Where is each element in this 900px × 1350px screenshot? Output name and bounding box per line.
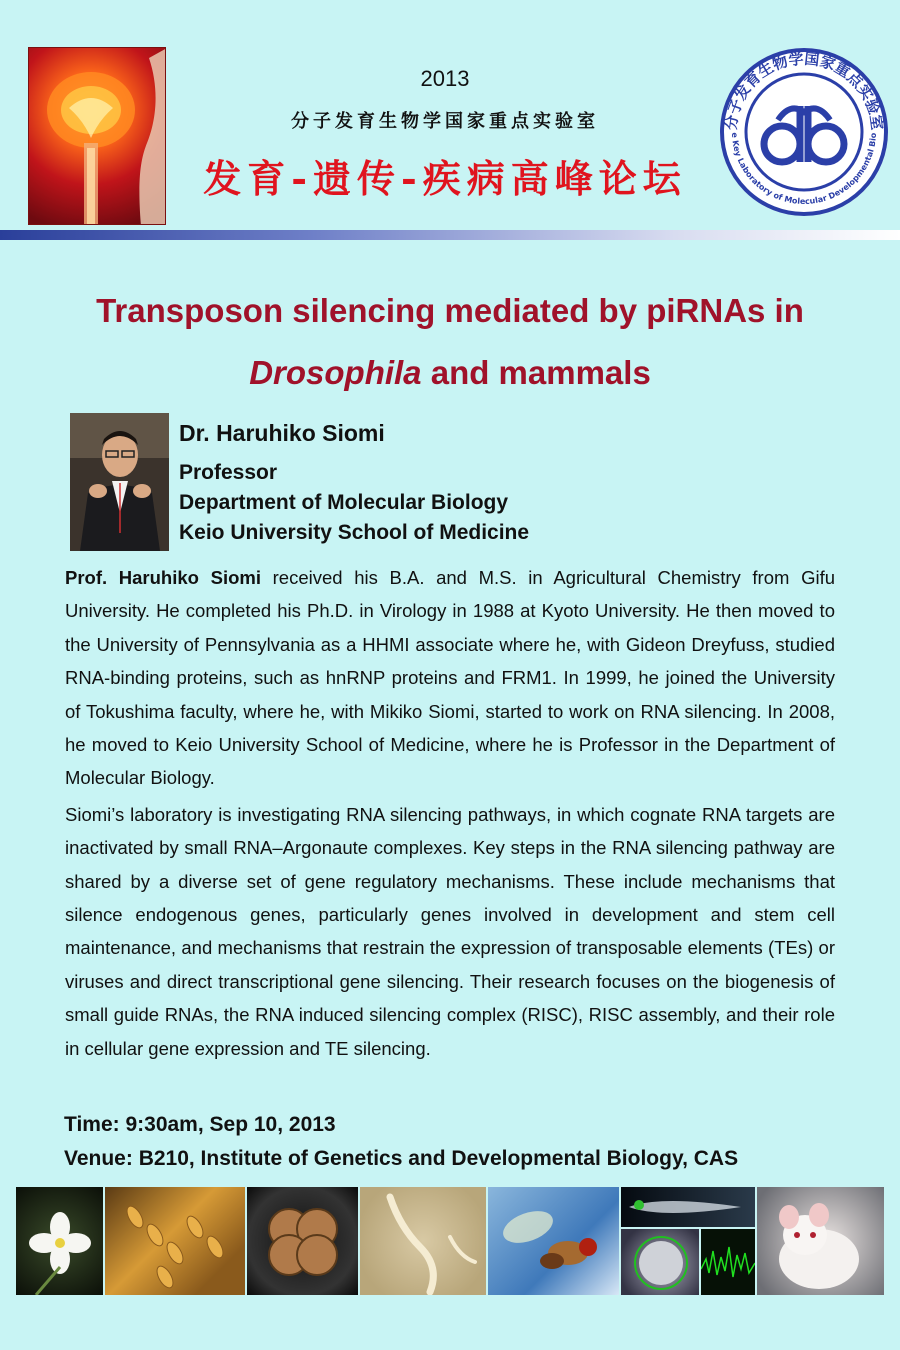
- header-divider-band: [0, 230, 900, 240]
- embryo-cells-image: [247, 1187, 358, 1295]
- event-venue: Venue: B210, Institute of Genetics and Developmental Biology, CAS: [64, 1147, 739, 1170]
- logo-ring-text-cn: 分子发育生物学国家重点实验室: [721, 49, 887, 132]
- rice-grain-image: [105, 1187, 245, 1295]
- zebrafish-image-group: [621, 1187, 755, 1295]
- speaker-department: Department of Molecular Biology: [179, 491, 509, 514]
- speaker-position: Professor: [179, 461, 278, 484]
- c-elegans-worm-image: [360, 1187, 486, 1295]
- bio-paragraph-2: Siomi’s laboratory is investigating RNA silencing pathways, in which cognate RNA targets are inactivated by small RNA–Argonaute complexes. Key steps in the RNA silencing pathway are shared by a diverse set of gene regulatory mechanisms. These include mechanisms that silence endogenous genes, particularly genes involved in development and stem cell maintenance, and mechanisms that restrain the expression of transposable elements (TEs) or viruses and direct transcriptional gene silencing. Their research focuses on the biogenesis of small guide RNAs, the RNA induced silencing complex (RISC), RISC assembly, and their role in cellular gene expression and TE silencing.: [65, 803, 835, 1059]
- model-organism-image-strip: [16, 1187, 884, 1295]
- arabidopsis-flower-image: [16, 1187, 103, 1295]
- lab-name: 分子发育生物学国家重点实验室: [291, 111, 599, 132]
- speaker-institution: Keio University School of Medicine: [179, 521, 530, 544]
- zebrafish-larva-image: [621, 1187, 755, 1227]
- zebrafish-embryo-image: [621, 1229, 699, 1295]
- logo-ring-text-en: e Key Laboratory of Molecular Developmental Bio: [729, 132, 879, 207]
- poster-header: [0, 0, 900, 240]
- bio-paragraph-1-text: received his B.A. and M.S. in Agricultural Chemistry from Gifu University. He completed his Ph.D. in Virology in 1988 at Kyoto University. He then moved to the University of Pennsylvania as a HHMI associate where he, with Gideon Dreyfuss, studied RNA-binding proteins, such as hnRNP proteins and FRM1. In 1999, he joined the University of Tokushima faculty, where he, with Mikiko Siomi, started to work on RNA silencing. In 2008, he moved to Keio University School of Medicine, where he is Professor in the Department of Molecular Biology.: [65, 567, 835, 789]
- lab-logo: [718, 46, 890, 218]
- signal-trace-image: [701, 1229, 755, 1295]
- bio-speaker-name: Prof. Haruhiko Siomi: [65, 567, 261, 588]
- speaker-bio: [65, 561, 835, 1068]
- talk-title-italic: Drosophila: [249, 354, 422, 391]
- brain-mri-image: [28, 47, 166, 225]
- mouse-image: [757, 1187, 884, 1295]
- speaker-name: Dr. Haruhiko Siomi: [179, 420, 385, 446]
- talk-title-line2-rest: and mammals: [421, 354, 651, 391]
- event-time: Time: 9:30am, Sep 10, 2013: [64, 1113, 336, 1136]
- bio-paragraph-1: [65, 561, 835, 795]
- talk-title: [40, 280, 860, 404]
- talk-title-line2: [40, 342, 860, 404]
- talk-title-line1: Transposon silencing mediated by piRNAs in: [96, 292, 804, 329]
- event-info: [64, 1108, 864, 1176]
- speaker-info: [179, 418, 529, 548]
- header-year: 2013: [420, 66, 470, 91]
- drosophila-fly-image: [488, 1187, 619, 1295]
- speaker-photo: [70, 413, 169, 551]
- forum-title: 发育-遗传-疾病高峰论坛: [203, 156, 687, 201]
